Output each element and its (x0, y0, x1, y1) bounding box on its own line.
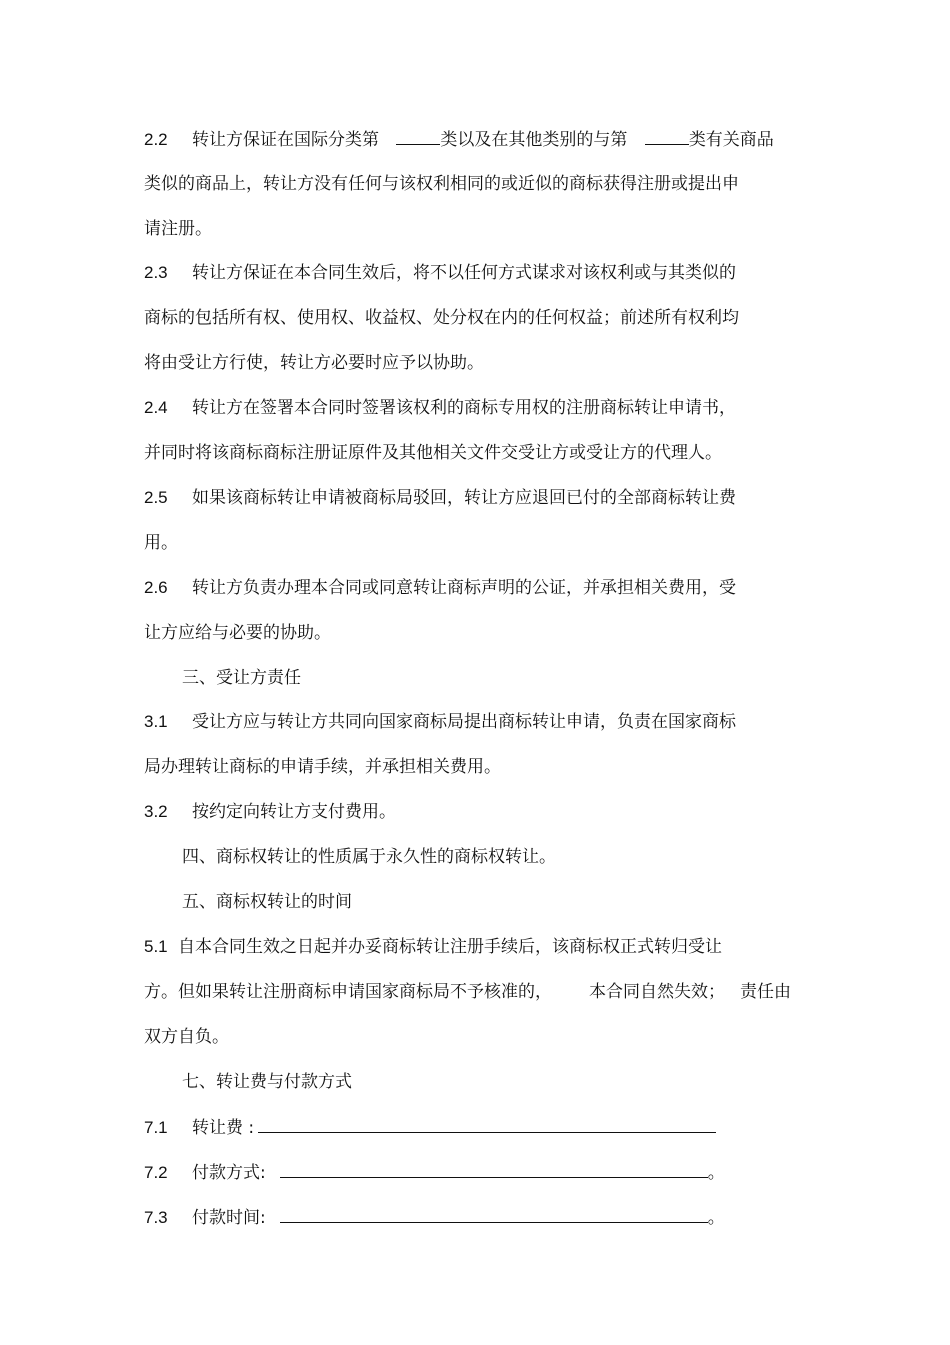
clause-number: 3.1 (144, 712, 168, 731)
clause-text: 按约定向转让方支付费用。 (192, 802, 396, 822)
clause-2-3-line-2: 商标的包括所有权、使用权、收益权、处分权在内的任何权益；前述所有权利均 (144, 308, 739, 328)
clause-number: 3.2 (144, 802, 168, 821)
clause-text: 转让方负责办理本合同或同意转让商标声明的公证，并承担相关费用，受 (192, 578, 736, 598)
payment-method-label: 付款方式: (192, 1163, 266, 1183)
clause-number: 2.5 (144, 488, 168, 507)
clause-2-4-line-2: 并同时将该商标商标注册证原件及其他相关文件交受让方或受让方的代理人。 (144, 443, 722, 463)
period-mark: 。 (707, 1163, 725, 1183)
clause-2-2-line-2: 类似的商品上，转让方没有任何与该权利相同的或近似的商标获得注册或提出申 (144, 174, 739, 194)
payment-method-field[interactable] (280, 1161, 708, 1178)
clause-number: 2.2 (144, 130, 168, 149)
clause-number: 7.3 (144, 1208, 168, 1227)
clause-text: 转让方保证在国际分类第 (192, 130, 379, 150)
clause-text: 受让方应与转让方共同向国家商标局提出商标转让申请，负责在国家商标 (192, 712, 736, 732)
clause-number: 5.1 (144, 937, 168, 956)
clause-2-3-line-3: 将由受让方行使，转让方必要时应予以协助。 (144, 353, 484, 373)
section-heading-7: 七、转让费与付款方式 (182, 1072, 352, 1092)
clause-7-3 (144, 1206, 725, 1229)
clause-number: 2.6 (144, 578, 168, 597)
clause-text: 方。但如果转让注册商标申请国家商标局不予核准的， (144, 982, 552, 1002)
payment-time-label: 付款时间: (192, 1208, 266, 1228)
clause-7-2 (144, 1161, 725, 1184)
category-blank-2[interactable] (645, 128, 689, 145)
transfer-fee-label: 转让费 : (192, 1118, 255, 1138)
clause-2-4-line-1 (144, 397, 736, 419)
period-mark: 。 (707, 1208, 725, 1228)
clause-number: 7.2 (144, 1163, 168, 1182)
payment-time-field[interactable] (280, 1206, 708, 1223)
clause-2-5-line-1 (144, 487, 736, 509)
clause-3-1-line-1 (144, 711, 736, 733)
clause-2-2-line-1 (144, 128, 774, 151)
clause-number: 2.4 (144, 398, 168, 417)
clause-text: 本合同自然失效； (589, 982, 725, 1002)
clause-text: 转让方保证在本合同生效后，将不以任何方式谋求对该权利或与其类似的 (192, 263, 736, 283)
clause-2-5-line-2: 用。 (144, 533, 178, 553)
clause-5-1-line-1 (144, 936, 722, 958)
clause-text: 责任由 (740, 982, 791, 1002)
transfer-fee-field[interactable] (258, 1116, 716, 1133)
section-heading-4: 四、商标权转让的性质属于永久性的商标权转让。 (182, 847, 556, 867)
clause-3-1-line-2: 局办理转让商标的申请手续，并承担相关费用。 (144, 757, 501, 777)
clause-text: 类有关商品 (688, 130, 774, 150)
clause-text: 类以及在其他类别的与第 (440, 130, 628, 150)
clause-text: 如果该商标转让申请被商标局驳回，转让方应退回已付的全部商标转让费 (192, 488, 736, 508)
clause-2-6-line-1 (144, 577, 736, 599)
clause-2-6-line-2: 让方应给与必要的协助。 (144, 623, 331, 643)
clause-2-3-line-1 (144, 262, 736, 284)
clause-text: 转让方在签署本合同时签署该权利的商标专用权的注册商标转让申请书， (192, 398, 736, 418)
section-heading-3: 三、受让方责任 (182, 668, 301, 688)
clause-5-1-line-2 (144, 981, 791, 1003)
section-heading-5: 五、商标权转让的时间 (182, 892, 352, 912)
clause-2-2-line-3: 请注册。 (144, 219, 212, 239)
clause-5-1-line-3: 双方自负。 (144, 1027, 229, 1047)
category-blank-1[interactable] (396, 128, 440, 145)
clause-number: 2.3 (144, 263, 168, 282)
clause-3-2-line-1 (144, 801, 396, 823)
clause-text: 自本合同生效之日起并办妥商标转让注册手续后，该商标权正式转归受让 (178, 937, 722, 957)
clause-number: 7.1 (144, 1118, 168, 1137)
clause-7-1 (144, 1116, 716, 1139)
